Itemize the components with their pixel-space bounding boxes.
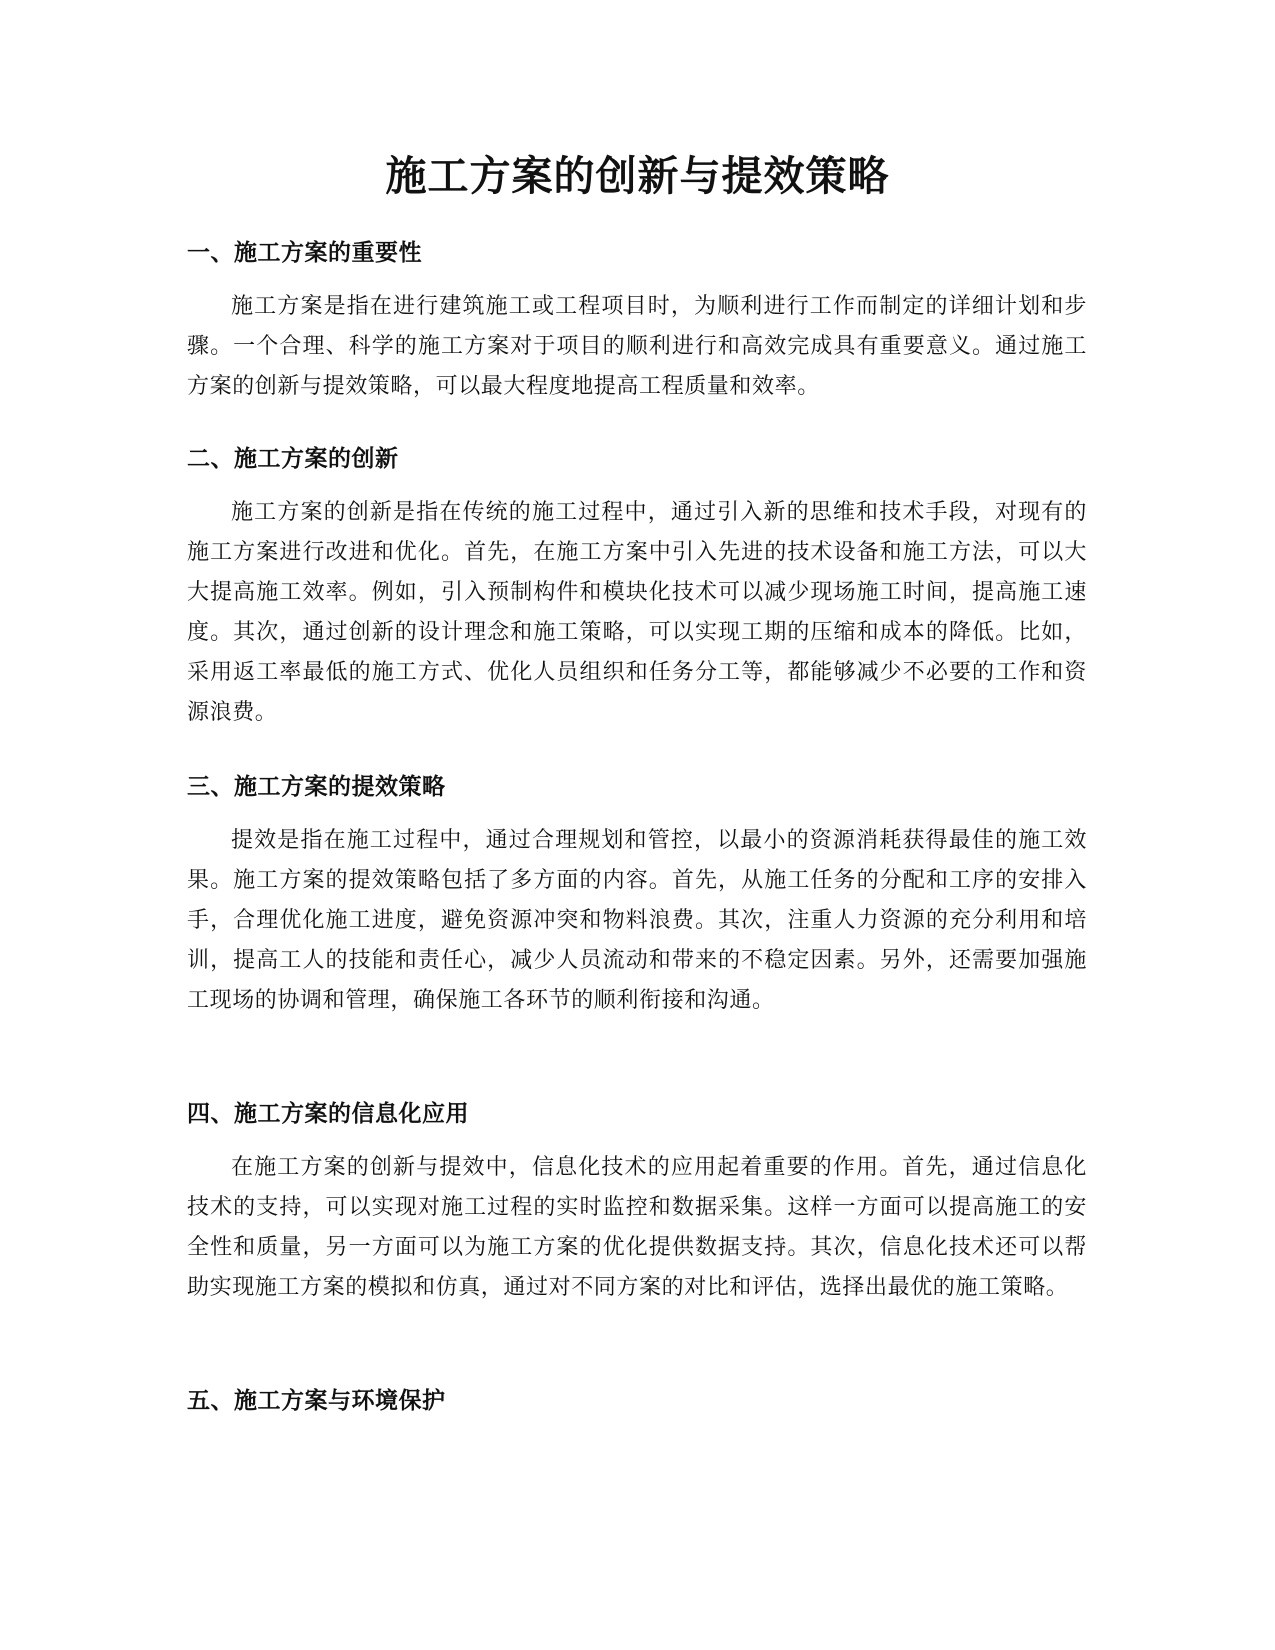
section-innovation (187, 443, 1087, 733)
section-efficiency (187, 771, 1087, 1021)
section-paragraph: 在施工方案的创新与提效中，信息化技术的应用起着重要的作用。首先，通过信息化技术的支持，可以实现对施工过程的实时监控和数据采集。这样一方面可以提高施工的安全性和质量，另一方面可以为施工方案的优化提供数据支持。其次，信息化技术还可以帮助实现施工方案的模拟和仿真，通过对不同方案的对比和评估，选择出最优的施工策略。 (187, 1155, 1087, 1300)
section-heading: 一、施工方案的重要性 (187, 240, 422, 266)
section-importance (187, 237, 1087, 407)
section-paragraph: 施工方案的创新是指在传统的施工过程中，通过引入新的思维和技术手段，对现有的施工方案进行改进和优化。首先，在施工方案中引入先进的技术设备和施工方法，可以大大提高施工效率。例如，引入预制构件和模块化技术可以减少现场施工时间，提高施工速度。其次，通过创新的设计理念和施工策略，可以实现工期的压缩和成本的降低。比如，采用返工率最低的施工方式、优化人员组织和任务分工等，都能够减少不必要的工作和资源浪费。 (187, 500, 1087, 725)
document-title: 施工方案的创新与提效策略 (385, 152, 890, 200)
section-environment (187, 1385, 1087, 1435)
section-heading: 四、施工方案的信息化应用 (187, 1101, 469, 1127)
section-paragraph: 施工方案是指在进行建筑施工或工程项目时，为顺利进行工作而制定的详细计划和步骤。一个合理、科学的施工方案对于项目的顺利进行和高效完成具有重要意义。通过施工方案的创新与提效策略，可以最大程度地提高工程质量和效率。 (187, 294, 1087, 399)
section-heading: 五、施工方案与环境保护 (187, 1388, 446, 1414)
section-heading: 二、施工方案的创新 (187, 446, 399, 472)
section-paragraph: 提效是指在施工过程中，通过合理规划和管控，以最小的资源消耗获得最佳的施工效果。施工方案的提效策略包括了多方面的内容。首先，从施工任务的分配和工序的安排入手，合理优化施工进度，避免资源冲突和物料浪费。其次，注重人力资源的充分利用和培训，提高工人的技能和责任心，减少人员流动和带来的不稳定因素。另外，还需要加强施工现场的协调和管理，确保施工各环节的顺利衔接和沟通。 (187, 828, 1087, 1013)
section-heading: 三、施工方案的提效策略 (187, 774, 446, 800)
section-informatization (187, 1098, 1087, 1308)
